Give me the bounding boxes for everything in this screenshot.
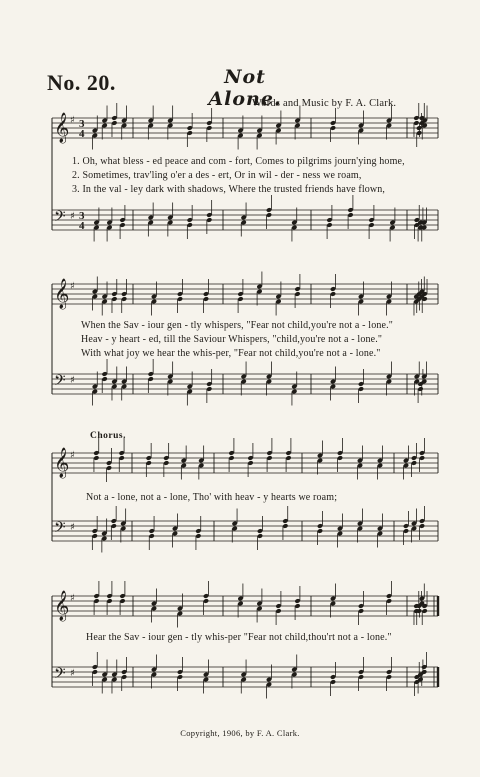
bass-clef-icon: 𝄢 bbox=[54, 519, 66, 540]
time-signature: 4 bbox=[79, 220, 85, 232]
sharp-icon: ♯ bbox=[70, 522, 75, 533]
verse-1-line-2: When the Sav - iour gen - tly whispers, "Fear not child,you're not a - lone." bbox=[81, 320, 393, 331]
hymn-title: Not Alone. bbox=[208, 66, 282, 110]
verse-2-line-2: Heav - y heart - ed, till the Saviour Whispers, "child,you're not a - lone." bbox=[81, 334, 383, 345]
time-signature: 4 bbox=[79, 128, 85, 140]
time-signature: 3 bbox=[79, 210, 85, 222]
treble-clef-icon: 𝄞 bbox=[54, 448, 70, 478]
treble-clef-icon: 𝄞 bbox=[54, 591, 70, 621]
sharp-icon: ♯ bbox=[70, 281, 75, 292]
sharp-icon: ♯ bbox=[70, 668, 75, 679]
hymn-number: No. 20. bbox=[47, 70, 116, 95]
bass-clef-icon: 𝄢 bbox=[54, 208, 66, 229]
verse-3-line-2: With what joy we hear the whis-per, "Fear not child,you're not a - lone." bbox=[81, 348, 381, 359]
sharp-icon: ♯ bbox=[70, 115, 75, 126]
sharp-icon: ♯ bbox=[70, 450, 75, 461]
chorus-label: Chorus. bbox=[90, 431, 126, 441]
chorus-line-1: Not a - lone, not a - lone, Tho' with heav - y hearts we roam; bbox=[86, 492, 338, 503]
copyright-notice: Copyright, 1906, by F. A. Clark. bbox=[180, 728, 300, 738]
verse-1-line-1: 1. Oh, what bless - ed peace and com - fort, Comes to pilgrims journ'ying home, bbox=[72, 156, 405, 167]
verse-3-line-1: 3. In the val - ley dark with shadows, Where the trusted friends have flown, bbox=[72, 184, 386, 195]
sharp-icon: ♯ bbox=[70, 375, 75, 386]
verse-2-line-1: 2. Sometimes, trav'ling o'er a des - ert, Or in wil - der - ness we roam, bbox=[72, 170, 362, 181]
bass-clef-icon: 𝄢 bbox=[54, 665, 66, 686]
treble-clef-icon: 𝄞 bbox=[54, 279, 70, 309]
time-signature: 3 bbox=[79, 118, 85, 130]
treble-clef-icon: 𝄞 bbox=[54, 113, 70, 143]
bass-clef-icon: 𝄢 bbox=[54, 372, 66, 393]
sharp-icon: ♯ bbox=[70, 593, 75, 604]
sharp-icon: ♯ bbox=[70, 211, 75, 222]
chorus-line-2: Hear the Sav - iour gen - tly whis-per "Fear not child,thou'rt not a - lone." bbox=[86, 632, 392, 643]
composer-credit: Words and Music by F. A. Clark. bbox=[252, 98, 397, 109]
